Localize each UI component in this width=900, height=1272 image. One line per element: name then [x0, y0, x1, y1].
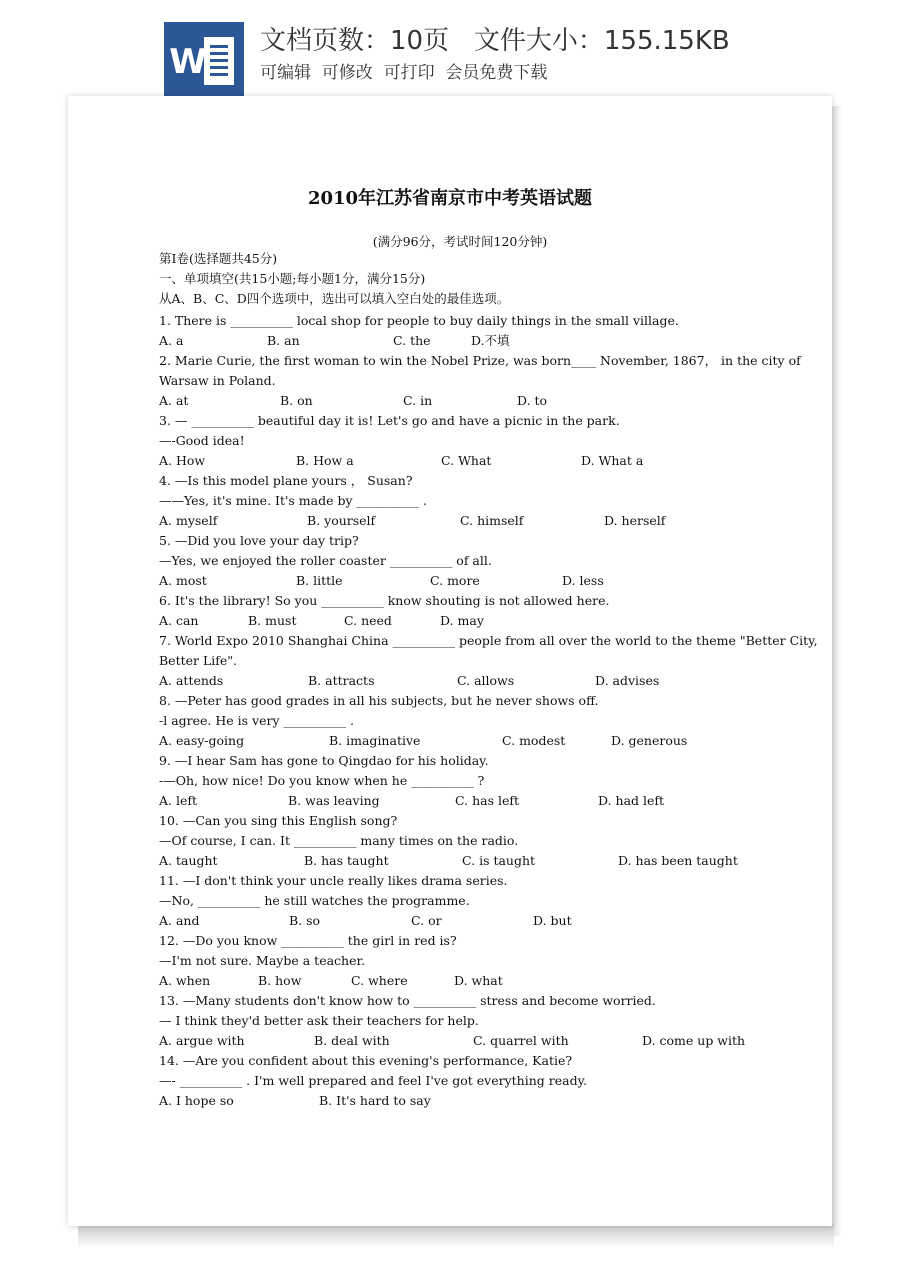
- option-d: D. what: [454, 973, 503, 988]
- question-line: ——Yes, it's mine. It's made by __________ .: [159, 493, 427, 508]
- option-b: B. has taught: [304, 853, 389, 868]
- question-line: Warsaw in Poland.: [159, 373, 276, 388]
- option-c: C. the: [393, 333, 431, 348]
- word-document-icon: [164, 22, 244, 96]
- option-d: D. may: [440, 613, 484, 628]
- option-a: A. left: [159, 793, 198, 808]
- option-d: D. to: [517, 393, 548, 408]
- part-heading: 一、单项填空(共15小题;每小题1分，满分15分): [159, 271, 426, 286]
- question-line: 2. Marie Curie, the first woman to win the Nobel Prize, was born____ November, 1867， in the city of: [159, 353, 801, 368]
- option-a: A. most: [159, 573, 207, 588]
- option-a: A. attends: [159, 673, 224, 688]
- option-d: D. advises: [595, 673, 660, 688]
- section-heading: 第I卷(选择题共45分): [159, 251, 278, 266]
- question-line: —- __________ . I'm well prepared and feel I've got everything ready.: [159, 1073, 587, 1088]
- question-line: —I'm not sure. Maybe a teacher.: [159, 953, 366, 968]
- option-a: A. easy-going: [159, 733, 245, 748]
- option-b: B. It's hard to say: [319, 1093, 431, 1108]
- option-c: C. has left: [455, 793, 520, 808]
- option-a: A. myself: [159, 513, 218, 528]
- word-icon-letter: W: [169, 42, 207, 82]
- option-b: B. was leaving: [288, 793, 380, 808]
- option-c: C. more: [430, 573, 480, 588]
- option-b: B. yourself: [307, 513, 376, 528]
- option-b: B. how: [258, 973, 302, 988]
- option-b: B. deal with: [314, 1033, 390, 1048]
- question-line: —No, __________ he still watches the programme.: [159, 893, 470, 908]
- download-banner: [0, 0, 900, 96]
- option-d: D. herself: [604, 513, 666, 528]
- option-a: A. at: [159, 393, 189, 408]
- question-line: 9. —I hear Sam has gone to Qingdao for his holiday.: [159, 753, 489, 768]
- option-d: D. has been taught: [618, 853, 738, 868]
- document-subtitle: (满分96分，考试时间120分钟): [372, 234, 548, 249]
- question-line: 10. —Can you sing this English song?: [159, 813, 398, 828]
- option-d: D.不填: [471, 333, 510, 348]
- option-b: B. How a: [296, 453, 354, 468]
- question-line: -l agree. He is very __________ .: [159, 713, 354, 728]
- option-a: A. How: [159, 453, 206, 468]
- option-b: B. must: [248, 613, 297, 628]
- page-shadow-bottom: [78, 1224, 834, 1248]
- question-line: —-Good idea!: [159, 433, 245, 448]
- option-c: C. in: [403, 393, 433, 408]
- option-c: C. or: [411, 913, 442, 928]
- option-a: A. taught: [159, 853, 218, 868]
- page-shadow-right: [832, 106, 842, 1236]
- question-line: 12. —Do you know __________ the girl in red is?: [159, 933, 457, 948]
- question-line: 8. —Peter has good grades in all his subjects, but he never shows off.: [159, 693, 599, 708]
- option-a: A. a: [159, 333, 184, 348]
- question-line: 6. It's the library! So you __________ know shouting is not allowed here.: [159, 593, 610, 608]
- file-info-title: 文档页数：10页 文件大小：155.15KB: [260, 26, 730, 56]
- question-line: 13. —Many students don't know how to __________ stress and become worried.: [159, 993, 656, 1008]
- option-a: A. can: [159, 613, 199, 628]
- option-c: C. is taught: [462, 853, 536, 868]
- question-line: Better Life".: [159, 653, 238, 668]
- option-d: D. less: [562, 573, 604, 588]
- question-line: 11. —I don't think your uncle really likes drama series.: [159, 873, 508, 888]
- option-c: C. need: [344, 613, 392, 628]
- question-line: 4. —Is this model plane yours ， Susan?: [159, 473, 413, 488]
- option-d: D. come up with: [642, 1033, 746, 1048]
- question-line: 14. —Are you confident about this evening's performance, Katie?: [159, 1053, 573, 1068]
- question-line: 5. —Did you love your day trip?: [159, 533, 359, 548]
- option-d: D. had left: [598, 793, 665, 808]
- question-line: —Of course, I can. It __________ many times on the radio.: [159, 833, 519, 848]
- option-c: C. allows: [457, 673, 515, 688]
- option-b: B. imaginative: [329, 733, 421, 748]
- option-c: C. where: [351, 973, 408, 988]
- option-d: D. What a: [581, 453, 644, 468]
- question-line: 3. — __________ beautiful day it is! Let's go and have a picnic in the park.: [159, 413, 620, 428]
- file-info-features: 可编辑 可修改 可打印 会员免费下载: [260, 63, 548, 83]
- option-c: C. himself: [460, 513, 524, 528]
- option-c: C. quarrel with: [473, 1033, 569, 1048]
- document-page: [68, 96, 832, 1226]
- option-c: C. modest: [502, 733, 566, 748]
- question-line: —Yes, we enjoyed the roller coaster __________ of all.: [159, 553, 492, 568]
- option-b: B. on: [280, 393, 313, 408]
- option-d: D. but: [533, 913, 572, 928]
- option-b: B. attracts: [308, 673, 375, 688]
- question-line: — I think they'd better ask their teachers for help.: [159, 1013, 479, 1028]
- instruction-text: 从A、B、C、D四个选项中，选出可以填入空白处的最佳选项。: [159, 291, 510, 306]
- question-line: 1. There is __________ local shop for people to buy daily things in the small village.: [159, 313, 679, 328]
- question-line: -—Oh, how nice! Do you know when he __________ ?: [159, 773, 485, 788]
- option-b: B. little: [296, 573, 343, 588]
- document-title: 2010年江苏省南京市中考英语试题: [307, 188, 593, 209]
- option-b: B. an: [267, 333, 300, 348]
- option-a: A. when: [159, 973, 211, 988]
- option-b: B. so: [289, 913, 321, 928]
- option-a: A. and: [159, 913, 200, 928]
- option-c: C. What: [441, 453, 492, 468]
- option-d: D. generous: [611, 733, 688, 748]
- question-line: 7. World Expo 2010 Shanghai China __________ people from all over the world to the theme "Better City,: [159, 633, 818, 648]
- option-a: A. I hope so: [159, 1093, 234, 1108]
- option-a: A. argue with: [159, 1033, 245, 1048]
